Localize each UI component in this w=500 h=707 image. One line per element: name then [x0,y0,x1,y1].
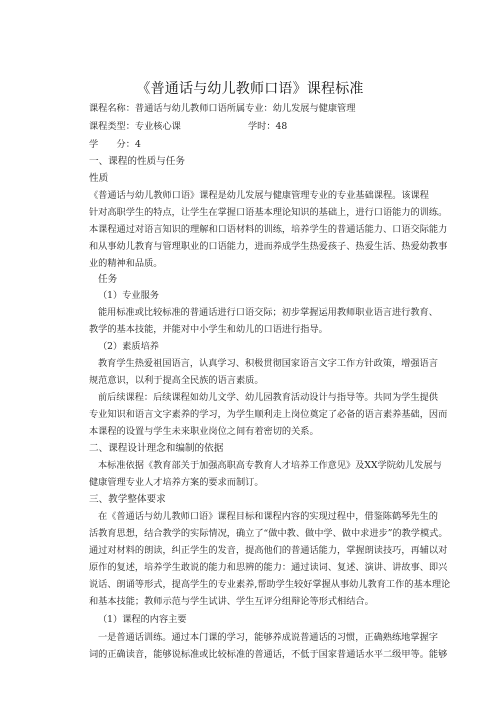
section-heading-3: 三、教学整体要求 [89,494,166,505]
list-heading-professional-service: （1）专业服务 [98,290,159,301]
meta-credits-value: 4 [134,139,141,150]
paragraph-line: 说话、朗诵等形式，提高学生的专业素养,帮助学生较好掌握从事幼儿教育工作的基本理论 [89,579,451,590]
meta-credits [89,139,141,151]
paragraph-line: 一是普通话训练。通过本门课的学习，能够养成说普通话的习惯，正确熟练地掌握字 [98,632,438,643]
paragraph-line: 和从事幼儿教育与管理职业的口语能力，进而养成学生热爱孩子、热爱生活、热爱幼教事 [89,241,448,252]
paragraph-line: 本课程通过对语言知识的理解和口语材料的训练，培养学生的普通话能力、口语交际能力 [89,224,448,235]
paragraph-line: 健康管理专业人才培养方案的要求而制订。 [89,477,264,488]
paragraph-line: 和基本技能；教师示范与学生试讲、学生互评分组辩论等形式相结合。 [89,596,374,607]
paragraph-line: 通过对材料的朗读，纠正学生的发音，提高他们的普通话能力，掌握朗读技巧，再辅以对 [89,545,448,556]
paragraph-line: 业的精神和品质。 [89,258,163,269]
section-heading-2: 二、课程设计理念和编制的依据 [89,443,224,454]
document-title: 《普通话与幼儿教师口语》课程标准 [136,81,364,97]
paragraph-line: 活教育思想，结合教学的实际情况，确立了“做中教、做中学、做中求进步”的教学模式。 [89,528,448,539]
meta-credits-label: 学 分： [89,139,135,150]
subheading-task: 任务 [98,274,118,285]
meta-course-type: 课程类型：专业核心课 [89,121,181,132]
paragraph-line: 原作的复述，培养学生敢说的能力和思辨的能力：通过读词、复述、演讲、讲故事、即兴 [89,562,448,573]
paragraph-line: 本标准依据《教育部关于加强高职高专教育人才培养工作意见》及XX学院幼儿发展与 [98,460,442,471]
paragraph-line: 规范意识，以利于提高全民族的语言素质。 [89,375,264,386]
paragraph-line: 本课程的设置与学生未来职业岗位之间有着密切的关系。 [89,426,319,437]
paragraph-line: 前后续课程：后续课程如幼儿文学、幼儿园教育活动设计与指导等。共同为学生提供 [98,392,438,403]
paragraph-line: 词的正确读音，能够说标准或比较标准的普通话，不低于国家普通话水平二级甲等。能够 [89,649,448,660]
list-heading-quality: （2）素质培养 [98,341,159,352]
paragraph-line: 教学的基本技能，并能对中小学生和幼儿的口语进行指导。 [89,324,328,335]
meta-hours: 学时：48 [248,121,288,132]
paragraph-line: 教育学生热爱祖国语言，认真学习、积极贯彻国家语言文字工作方针政策，增强语言 [98,358,438,369]
paragraph-line: 能用标准或比较标准的普通话进行口语交际；初步掌握运用教师职业语言进行教育、 [98,307,438,318]
paragraph-line: 专业知识和语言文字素养的学习，为学生顺利走上岗位奠定了必备的语言素养基础，因而 [89,409,448,420]
list-heading-course-content: （1）课程的内容主要 [98,614,187,625]
section-heading-1: 一、课程的性质与任务 [89,156,185,167]
paragraph-line: 在《普通话与幼儿教师口语》课程目标和课程内容的实现过程中，借鉴陈鹤琴先生的 [98,511,438,522]
paragraph-line: 针对高职学生的特点，让学生在掌握口语基本理论知识的基础上，进行口语能力的训练。 [89,207,448,218]
subheading-nature: 性质 [89,173,109,184]
paragraph-line: 《普通话与幼儿教师口语》课程是幼儿发展与健康管理专业的专业基础课程。该课程 [89,190,429,201]
meta-course-name: 课程名称：普通话与幼儿教师口语所属专业：幼儿发展与健康管理 [89,103,356,114]
